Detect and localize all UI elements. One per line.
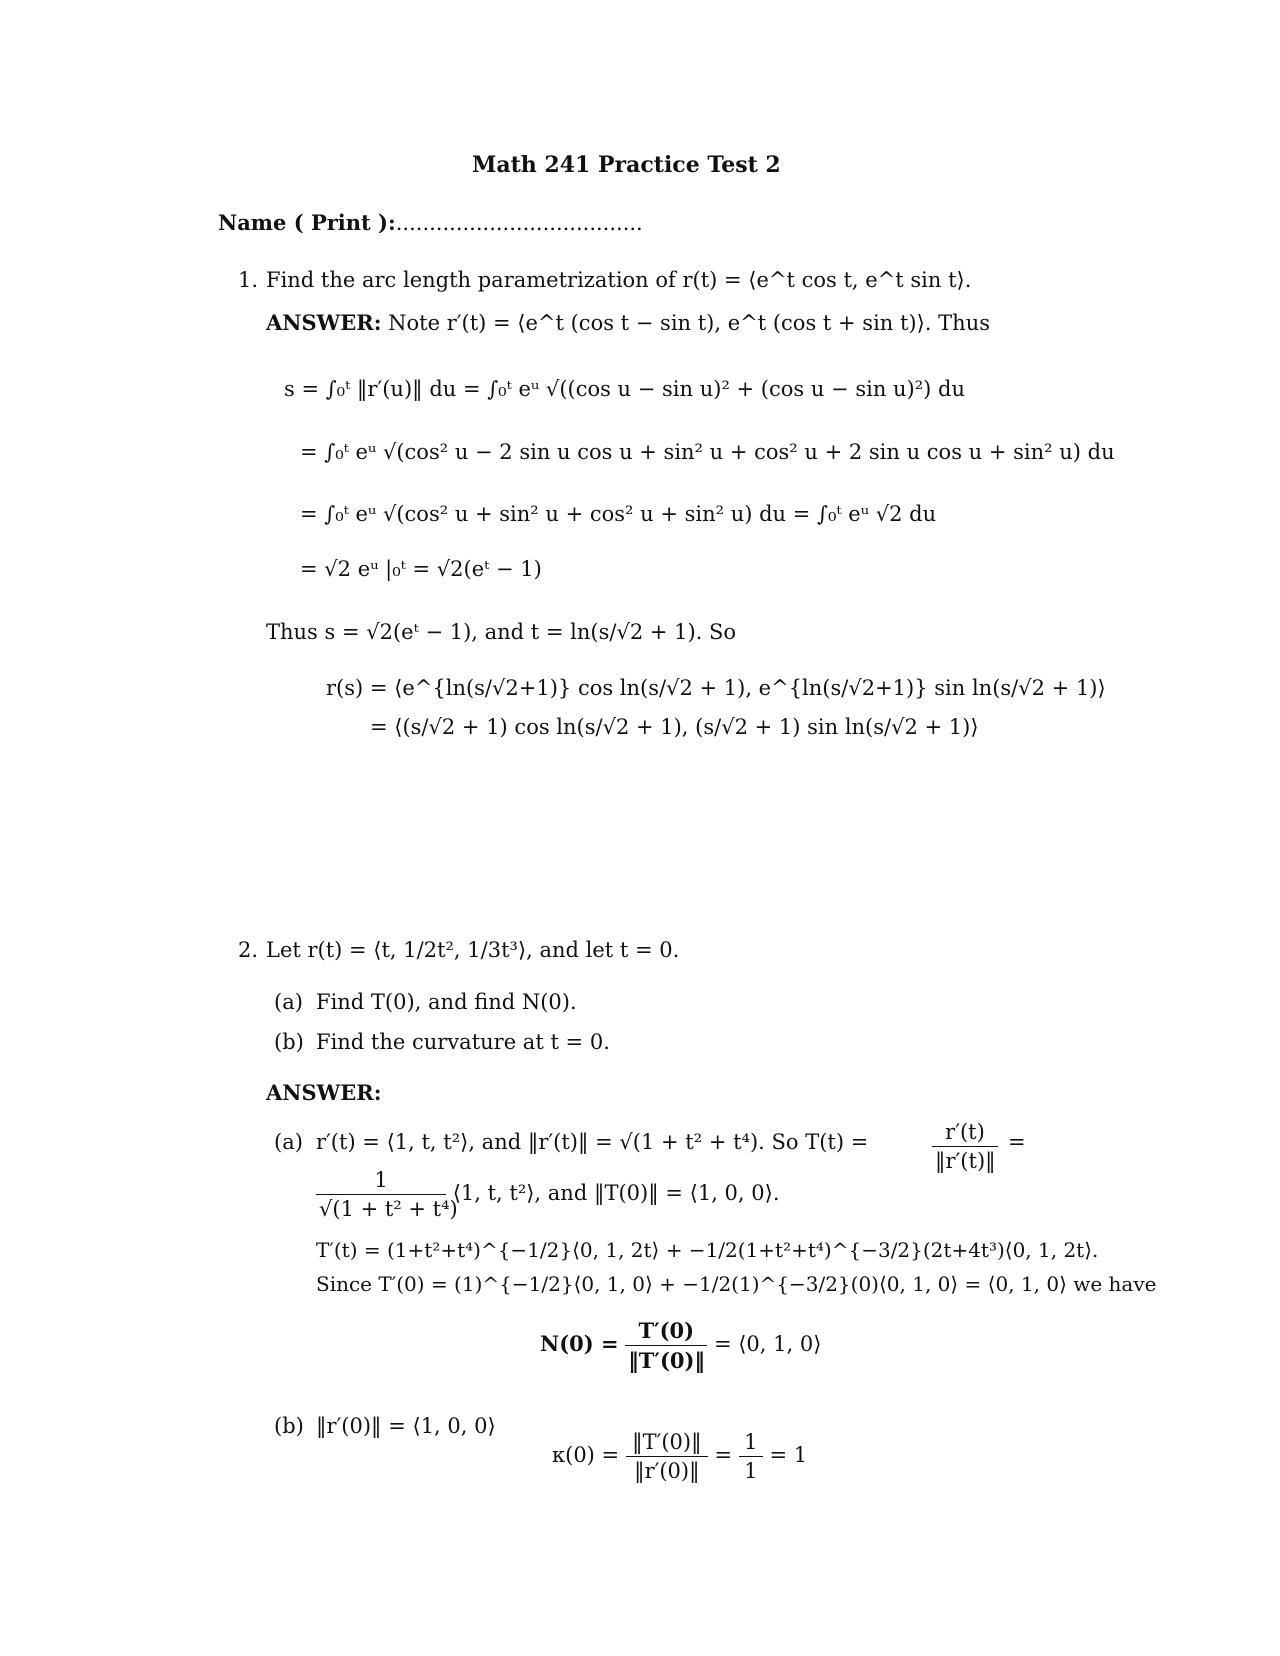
- fraction-denominator: ‖r′(t)‖: [935, 1149, 996, 1173]
- name-dots: .....................................: [395, 211, 643, 235]
- fraction-numerator: 1: [316, 1168, 446, 1195]
- normal-vector-equation: [540, 1318, 821, 1373]
- problem-1-number: 1.: [238, 268, 259, 292]
- answer-a-line-1: r′(t) = ⟨1, t, t²⟩, and ‖r′(t)‖ = √(1 + t² + t⁴). So T(t) =: [316, 1130, 869, 1154]
- name-label: Name ( Print ):: [218, 210, 396, 235]
- answer-a-line-4: Since T′(0) = (1)^{−1/2}⟨0, 1, 0⟩ + −1/2(1)^{−3/2}(0)⟨0, 1, 0⟩ = ⟨0, 1, 0⟩ we have: [316, 1272, 1157, 1296]
- answer-intro: Note r′(t) = ⟨e^t (cos t − sin t), e^t (cos t + sin t)⟩. Thus: [388, 311, 990, 335]
- part-b-label: (b): [274, 1030, 304, 1054]
- answer-a-line-2: [316, 1168, 780, 1221]
- fraction-denominator: ‖r′(0)‖: [634, 1459, 700, 1483]
- part-a-text: Find T(0), and find N(0).: [316, 990, 577, 1014]
- problem-2-answer-label: ANSWER:: [266, 1080, 382, 1105]
- normal-lhs: N(0) =: [540, 1331, 619, 1356]
- answer-b-line: ‖r′(0)‖ = ⟨1, 0, 0⟩: [316, 1414, 496, 1438]
- derivation-line-1: s = ∫₀ᵗ ‖r′(u)‖ du = ∫₀ᵗ eᵘ √((cos u − sin u)² + (cos u − sin u)²) du: [284, 377, 965, 401]
- answer-a-fraction: [932, 1120, 998, 1173]
- derivation-line-2: = ∫₀ᵗ eᵘ √(cos² u − 2 sin u cos u + sin² u + cos² u + 2 sin u cos u + sin² u) du: [300, 440, 1115, 464]
- answer-a-label: (a): [274, 1130, 303, 1154]
- fraction-numerator: ‖T′(0)‖: [626, 1430, 708, 1457]
- fraction-numerator: r′(t): [932, 1120, 998, 1147]
- answer-a-line-1-equals: =: [1008, 1130, 1026, 1154]
- fraction-denominator: √(1 + t² + t⁴): [319, 1197, 458, 1221]
- page-title: Math 241 Practice Test 2: [472, 152, 781, 178]
- curvature-lhs: κ(0) =: [552, 1443, 620, 1467]
- curvature-equals: =: [714, 1443, 733, 1467]
- derivation-line-4: = √2 eᵘ |₀ᵗ = √2(eᵗ − 1): [300, 557, 542, 581]
- problem-2-number: 2.: [238, 938, 259, 962]
- part-b-text: Find the curvature at t = 0.: [316, 1030, 610, 1054]
- problem-1-question: Find the arc length parametrization of r(t) = ⟨e^t cos t, e^t sin t⟩.: [266, 268, 972, 292]
- name-field: [218, 210, 643, 235]
- normal-rhs: = ⟨0, 1, 0⟩: [713, 1332, 822, 1356]
- problem-1-thus: Thus s = √2(eᵗ − 1), and t = ln(s/√2 + 1). So: [266, 620, 737, 644]
- fraction-numerator: T′(0): [625, 1318, 707, 1346]
- answer-label: ANSWER:: [266, 310, 382, 335]
- derivation-line-3: = ∫₀ᵗ eᵘ √(cos² u + sin² u + cos² u + sin² u) du = ∫₀ᵗ eᵘ √2 du: [300, 502, 937, 526]
- rs-line-1: r(s) = ⟨e^{ln(s/√2+1)} cos ln(s/√2 + 1), e^{ln(s/√2+1)} sin ln(s/√2 + 1)⟩: [326, 676, 1106, 700]
- problem-1-answer: [266, 310, 990, 335]
- part-a-label: (a): [274, 990, 303, 1014]
- answer-a-line-3: T′(t) = (1+t²+t⁴)^{−1/2}⟨0, 1, 2t⟩ + −1/2(1+t²+t⁴)^{−3/2}(2t+4t³)⟨0, 1, 2t⟩.: [316, 1238, 1099, 1262]
- curvature-rhs: = 1: [769, 1443, 808, 1467]
- problem-2-question: Let r(t) = ⟨t, 1/2t², 1/3t³⟩, and let t = 0.: [266, 938, 680, 962]
- answer-a-line-2-rest: ⟨1, t, t²⟩, and ‖T(0)‖ = ⟨1, 0, 0⟩.: [452, 1181, 780, 1205]
- fraction-denominator: 1: [744, 1459, 758, 1483]
- rs-line-2: = ⟨(s/√2 + 1) cos ln(s/√2 + 1), (s/√2 + 1) sin ln(s/√2 + 1)⟩: [370, 715, 979, 739]
- answer-b-label: (b): [274, 1414, 304, 1438]
- curvature-equation: [552, 1430, 807, 1483]
- fraction-denominator: ‖T′(0)‖: [628, 1348, 705, 1373]
- fraction-numerator: 1: [739, 1430, 763, 1457]
